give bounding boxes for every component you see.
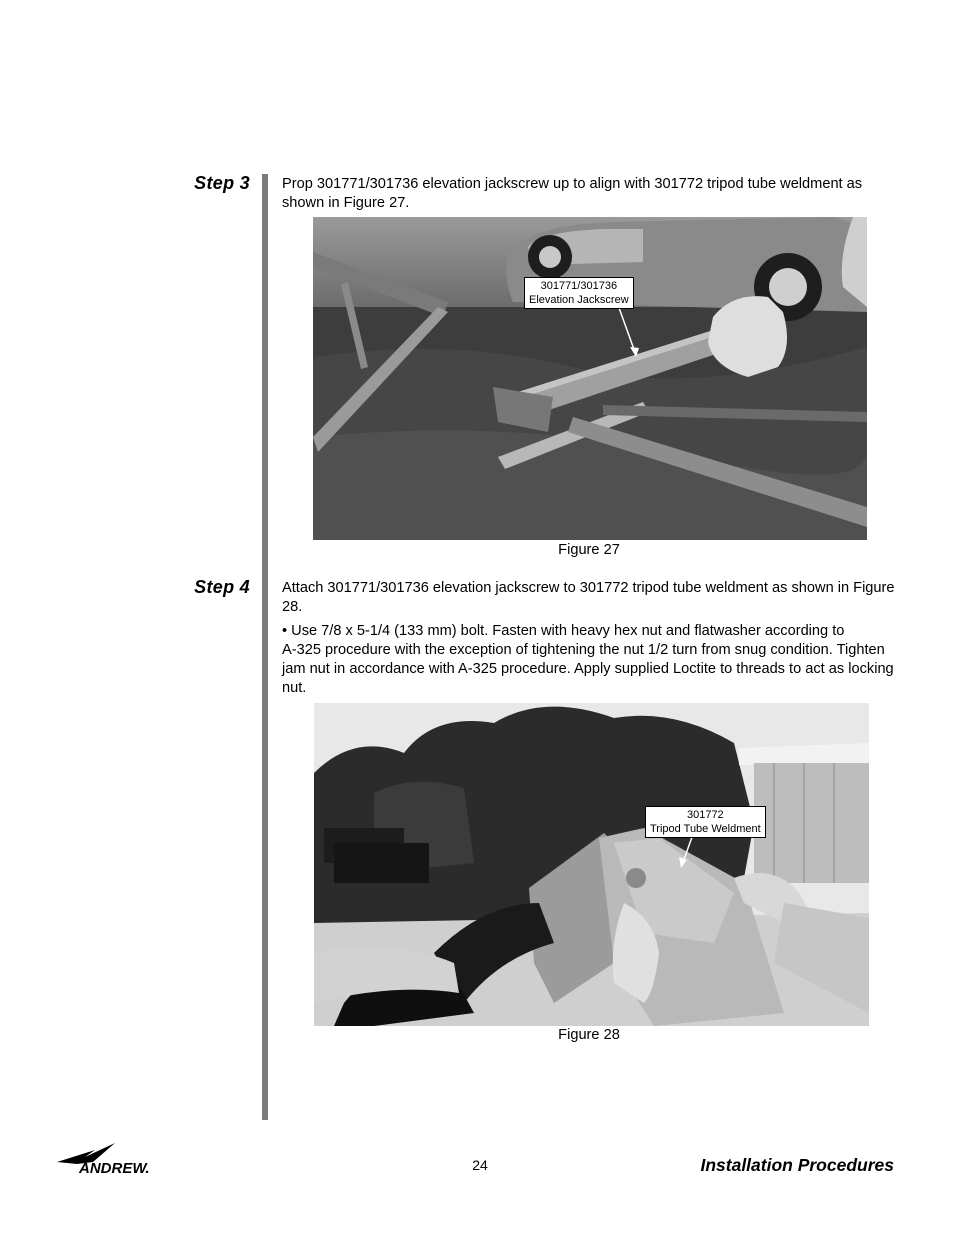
figure-28-callout: 301772 Tripod Tube Weldment [645, 806, 766, 838]
page-number: 24 [472, 1157, 488, 1173]
figure-28-caption: Figure 28 [558, 1027, 620, 1043]
step-4-label: Step 4 [194, 577, 250, 597]
margin-rule [262, 174, 268, 1120]
figure-27-callout: 301771/301736 Elevation Jackscrew [524, 277, 634, 309]
figure-27-caption: Figure 27 [558, 542, 620, 558]
section-title: Installation Procedures [700, 1155, 894, 1175]
step-4-bullet: • Use 7/8 x 5-1/4 (133 mm) bolt. Fasten with heavy hex nut and flatwasher according to [282, 623, 845, 639]
andrew-logo-mark [55, 1140, 175, 1176]
figure-27-photo [313, 217, 867, 540]
step-3-label: Step 3 [194, 173, 250, 193]
step-3-text: Prop 301771/301736 elevation jackscrew up to align with 301772 tripod tube weldment as shown in Figure 27. [282, 176, 863, 211]
step-4-text: Attach 301771/301736 elevation jackscrew to 301772 tripod tube weldment as shown in Figure 28. • Use 7/8 x 5-1/4 (133 mm) bolt. Fasten with heavy hex nut and flatwasher according to A-325 procedure with the exception of tightening the nut 1/2 turn from snug condition. Tighten jam nut in accordance with A-325 procedure. Apply supplied Loctite to threads to act as locking nut. [282, 579, 897, 698]
andrew-logo [55, 1140, 175, 1181]
logo-text: ANDREW. [79, 1160, 150, 1176]
figure-28-photo [314, 703, 869, 1026]
step-4-continuation: A-325 procedure with the exception of tightening the nut 1/2 turn from snug condition. Tighten jam nut in accordance with A-325 procedure. Apply supplied Loctite to threads to act as locking nut. [282, 642, 894, 696]
